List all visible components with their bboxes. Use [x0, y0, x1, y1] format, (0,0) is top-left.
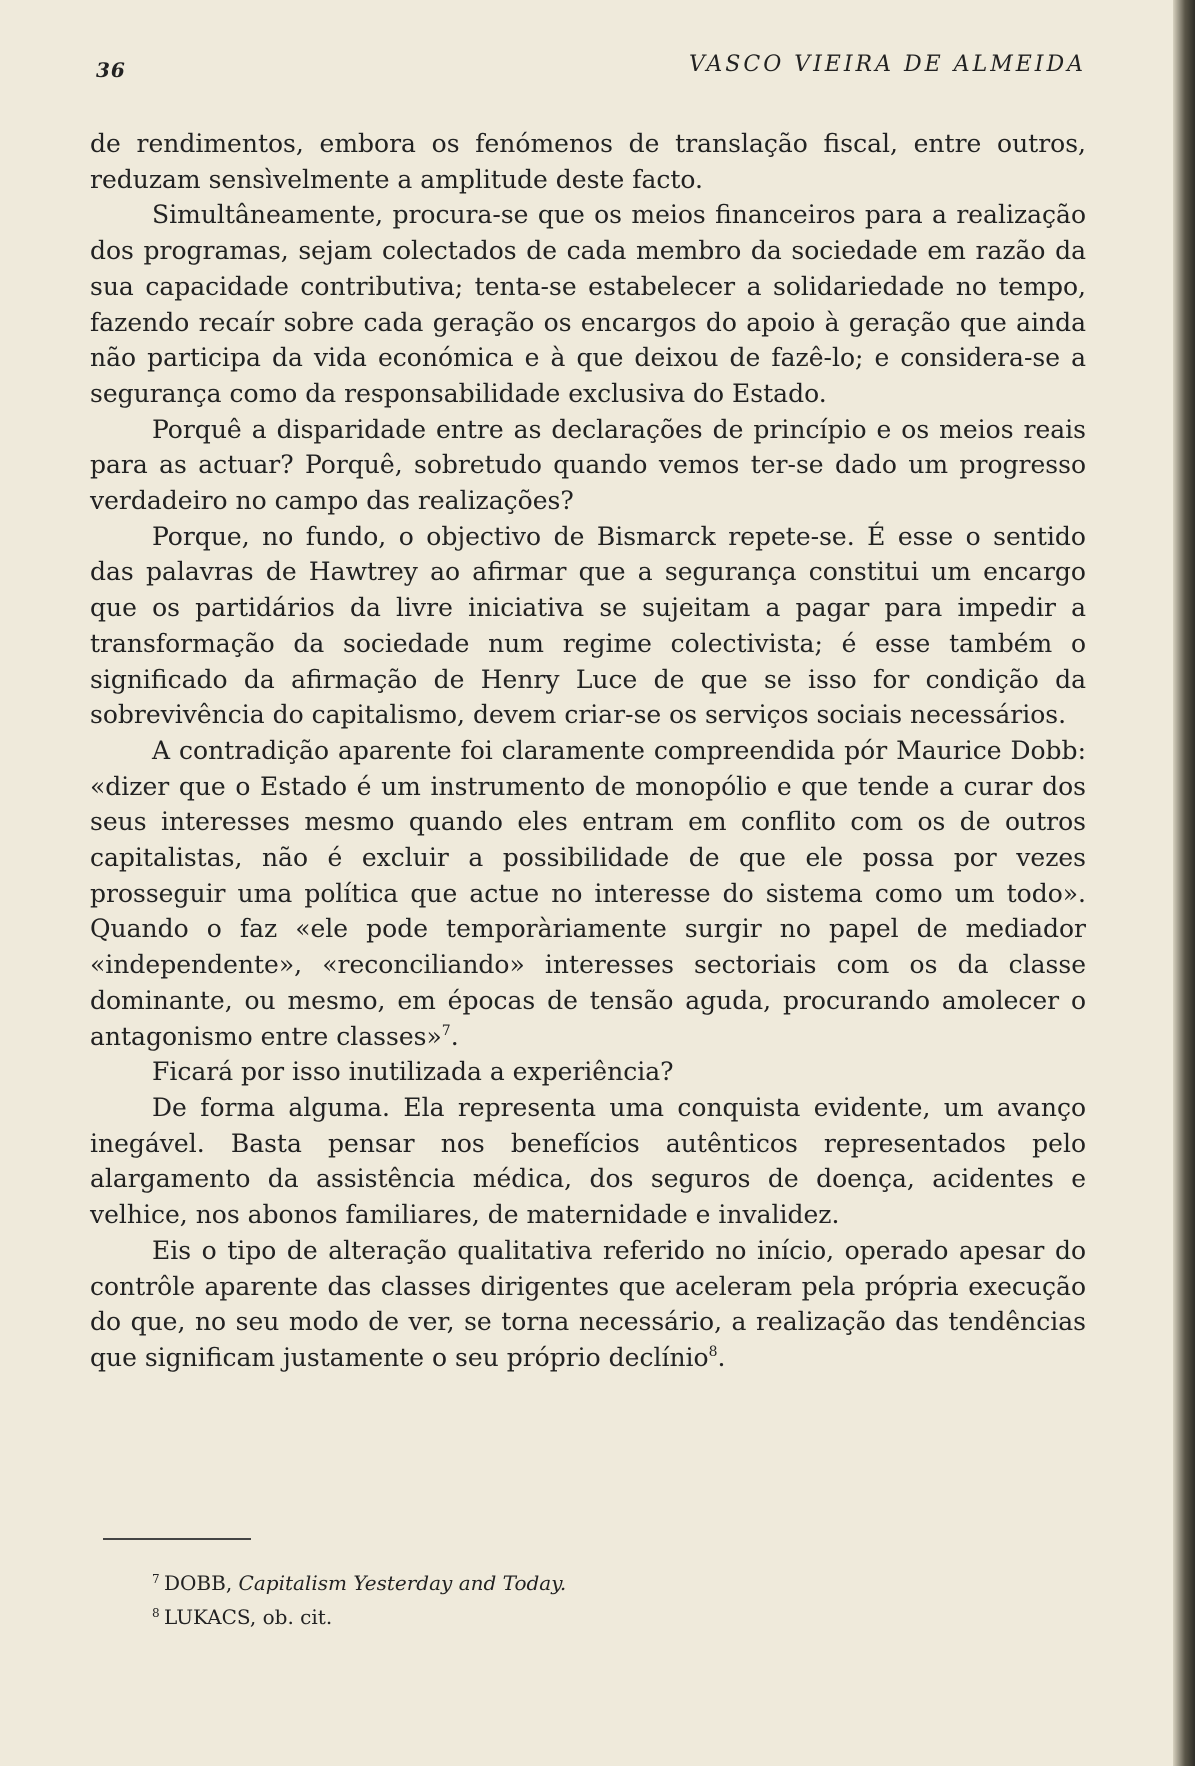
paragraph: Porquê a disparidade entre as declarações de princípio e os meios reais para as actuar? Porquê, sobretudo quando vemos ter-se dado um progresso verdadeiro no campo das realizações? [90, 414, 1086, 516]
paragraph: Ficará por isso inutilizada a experiência? [152, 1057, 674, 1087]
running-head: VASCO VIEIRA DE ALMEIDA [689, 52, 1086, 77]
footnote-ref[interactable]: 8 [708, 1343, 718, 1360]
paragraph: Eis o tipo de alteração qualitativa referido no início, operado apesar do contrôle aparente das classes dirigentes que aceleram pela própria execução do que, no seu modo de ver, se torna necessário, a realização das tendências que significam justamente o seu próprio declínio$^8$. [90, 1235, 1086, 1372]
footnote-ref[interactable]: 7 [441, 1022, 451, 1039]
body-text [90, 126, 1086, 1376]
footnote-mark: 8 [152, 1606, 160, 1620]
footnote-author: DOBB, [164, 1571, 233, 1595]
page-edge [1173, 0, 1195, 1766]
page-number: 36 [96, 58, 126, 82]
paragraph: De forma alguma. Ela representa uma conquista evidente, um avanço inegável. Basta pensar nos benefícios autênticos representados pelo alargamento da assistência médica, dos seguros de doença, acidentes e velhice, nos abonos familiares, de maternidade e invalidez. [90, 1092, 1086, 1230]
footnote-author: LUKACS, ob. cit. [164, 1605, 333, 1629]
paragraph: de rendimentos, embora os fenómenos de translação fiscal, entre outros, reduzam sensìvelmente a amplitude deste facto. [90, 129, 1086, 194]
footnote-title: Capitalism Yesterday and Today. [238, 1571, 567, 1595]
page-header [96, 50, 1086, 90]
footnotes [152, 1566, 1064, 1634]
paragraph: Porque, no fundo, o objectivo de Bismarck repete-se. É esse o sentido das palavras de Hawtrey ao afirmar que a segurança constitui um encargo que os partidários da livre iniciativa se sujeitam a pagar para impedir a transformação da sociedade num regime colectivista; é esse também o significado da afirmação de Henry Luce de que se isso for condição da sobrevivência do capitalismo, devem criar-se os serviços sociais necessários. [90, 521, 1086, 730]
footnote-divider [103, 1538, 251, 1540]
footnote [152, 1600, 1064, 1634]
paragraph: A contradição aparente foi claramente compreendida pór Maurice Dobb: «dizer que o Estado é um instrumento de monopólio e que tende a curar dos seus interesses mesmo quando eles entram em conflito com os de outros capitalistas, não é excluir a possibilidade de que ele possa por vezes prosseguir uma política que actue no interesse do sistema como um todo». Quando o faz «ele pode temporàriamente surgir no papel de mediador «independente», «reconciliando» interesses sectoriais com os da classe dominante, ou mesmo, em épocas de tensão aguda, procurando amolecer o antagonismo entre classes»$^7$. [90, 735, 1086, 1051]
footnote-mark: 7 [152, 1572, 160, 1586]
paragraph: Simultâneamente, procura-se que os meios financeiros para a realização dos programas, sejam colectados de cada membro da sociedade em razão da sua capacidade contributiva; tenta-se estabelecer a solidariedade no tempo, fazendo recaír sobre cada geração os encargos do apoio à geração que ainda não participa da vida económica e à que deixou de fazê-lo; e considera-se a segurança como da responsabilidade exclusiva do Estado. [90, 200, 1086, 408]
footnote [152, 1566, 1064, 1600]
